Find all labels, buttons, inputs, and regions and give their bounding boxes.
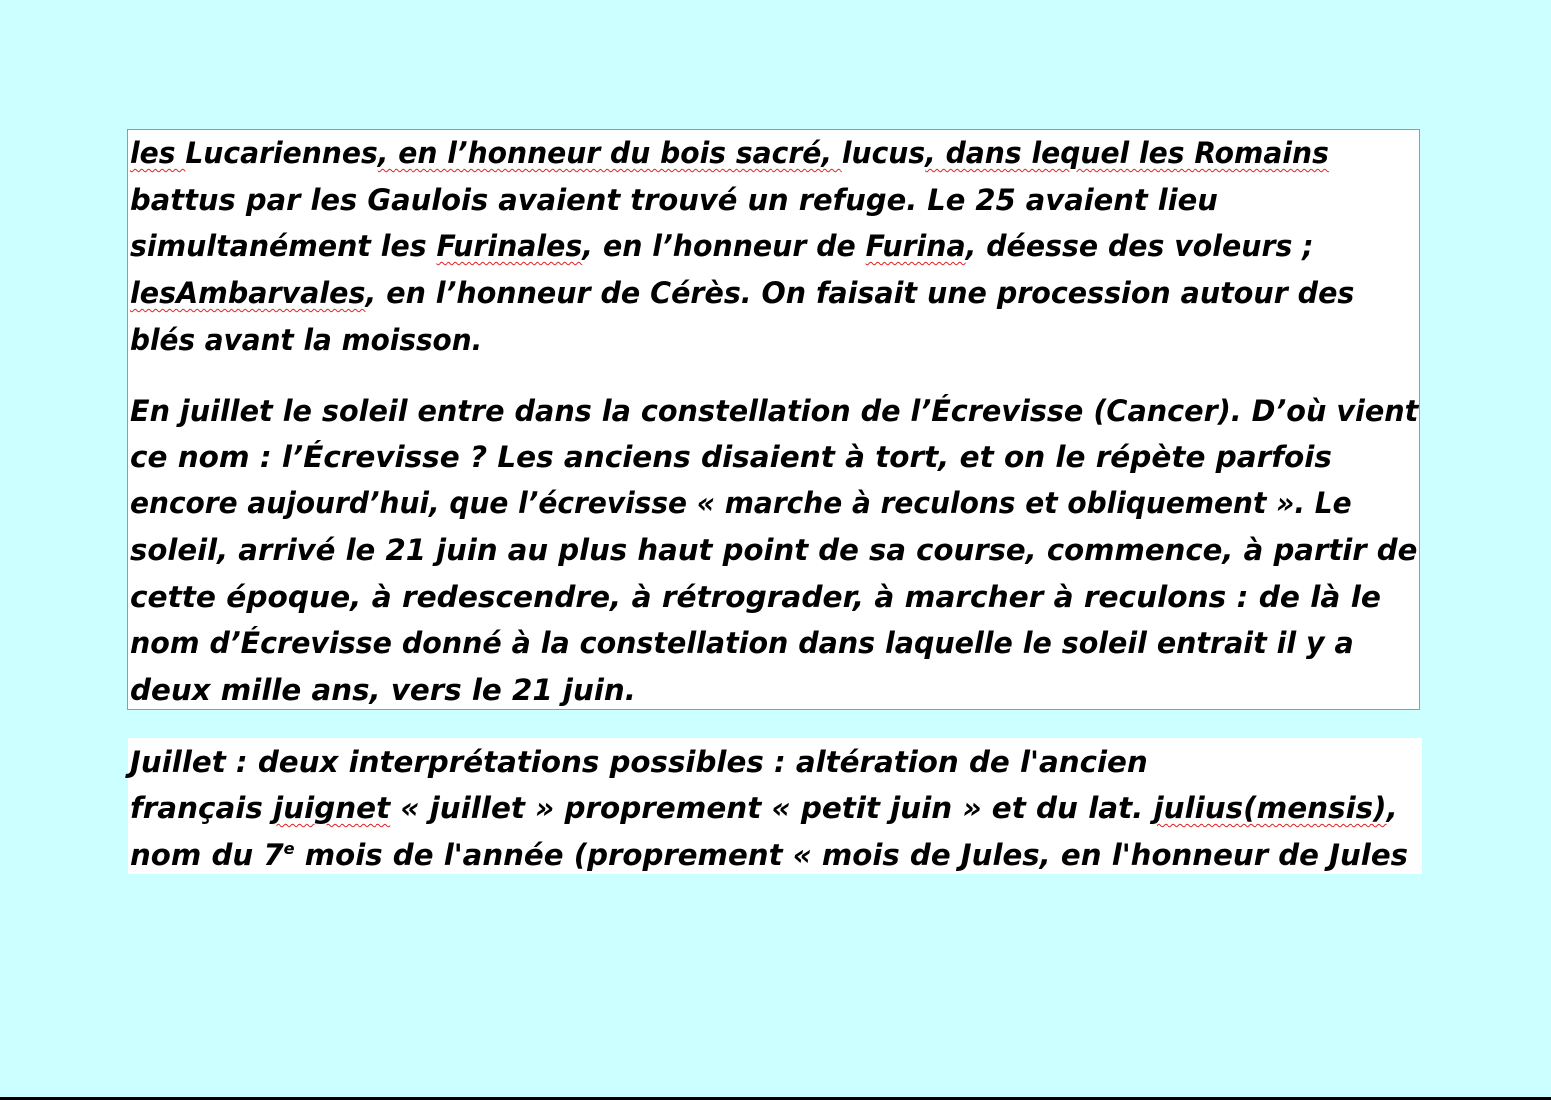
spellcheck-word: Furina: [865, 229, 966, 263]
spellcheck-word: Furinales: [436, 229, 583, 263]
text-line: [130, 532, 1417, 568]
line-text: , déesse des voleurs ;: [965, 229, 1314, 263]
text-line: [130, 744, 1148, 780]
spellcheck-word: , en l’honneur du bois sacré,: [377, 136, 842, 170]
spellcheck-word: les: [130, 136, 186, 170]
line-text: ,: [1386, 791, 1398, 825]
spellcheck-word: juignet: [273, 791, 391, 825]
text-line: [130, 439, 1332, 475]
spellcheck-word: , dans lequel les Romains: [925, 136, 1329, 170]
text-line: [130, 275, 1354, 311]
text-line: [130, 228, 1314, 264]
text-line: [130, 579, 1381, 615]
text-line: [130, 322, 482, 358]
text-line: [130, 625, 1354, 661]
line-text: nom du 7: [130, 838, 284, 872]
spellcheck-word: lesAmbarvales: [130, 276, 366, 310]
line-text: , en l’honneur de Cérès. On faisait une procession autour des: [365, 276, 1355, 310]
line-text: , en l’honneur de: [582, 229, 866, 263]
line-text: nom d’Écrevisse donné à la constellation dans laquelle le soleil entrait il y a: [130, 626, 1354, 660]
line-text: ce nom : l’Écrevisse ? Les anciens disaient à tort, et on le répète parfois: [130, 440, 1332, 474]
spellcheck-word: julius(mensis): [1153, 791, 1387, 825]
line-text: battus par les Gaulois avaient trouvé un refuge. Le 25 avaient lieu: [130, 183, 1218, 217]
line-text: simultanément les: [130, 229, 437, 263]
line-text: deux mille ans, vers le 21 juin.: [130, 673, 636, 707]
line-text: lucus: [841, 136, 926, 170]
line-text: français: [130, 791, 274, 825]
line-text: « juillet » proprement « petit juin » et du lat.: [390, 791, 1154, 825]
text-line: [130, 393, 1418, 429]
line-text: soleil, arrivé le 21 juin au plus haut point de sa course, commence, à partir de: [130, 533, 1418, 567]
line-text: En juillet le soleil entre dans la constellation de l’Écrevisse (Cancer). D’où vient: [130, 394, 1419, 428]
text-block-juillet-etymology: [128, 738, 1422, 874]
text-line: [130, 182, 1218, 218]
text-line: [130, 790, 1398, 826]
superscript: e: [283, 839, 295, 858]
line-text: Juillet : deux interprétations possibles : altération de l'ancien: [130, 745, 1148, 779]
text-block-lucariennes-ecrevisse: [127, 129, 1420, 710]
line-text: blés avant la moisson.: [130, 323, 483, 357]
line-text: cette époque, à redescendre, à rétrograder, à marcher à reculons : de là le: [130, 580, 1381, 614]
line-text: encore aujourd’hui, que l’écrevisse « marche à reculons et obliquement ». Le: [130, 486, 1352, 520]
text-line: [130, 135, 1329, 171]
text-line: [130, 837, 1408, 873]
line-text: Lucariennes: [185, 136, 378, 170]
text-line: [130, 485, 1352, 521]
text-line: [130, 672, 636, 708]
line-text: mois de l'année (proprement « mois de Jules, en l'honneur de Jules: [294, 838, 1409, 872]
